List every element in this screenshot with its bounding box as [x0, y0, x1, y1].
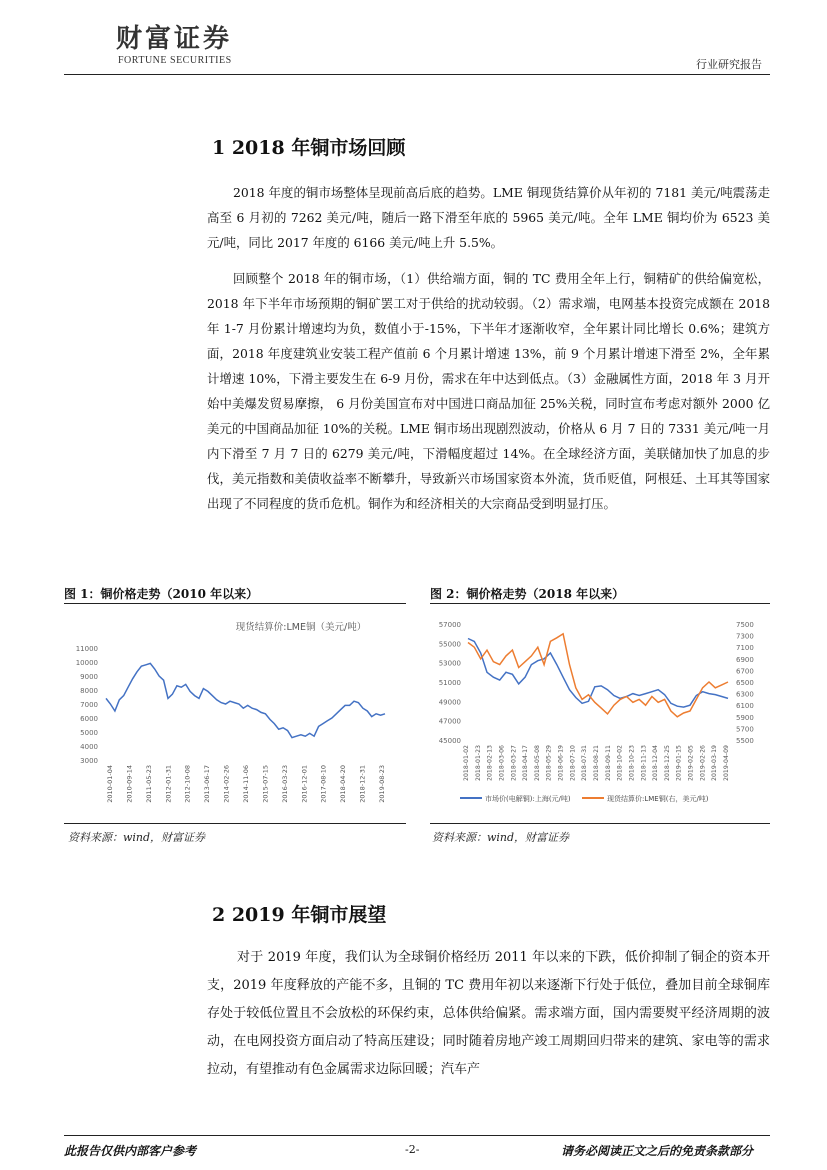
- figure-1-source: 资料来源：wind，财富证券: [68, 831, 206, 844]
- page-number: -2-: [405, 1143, 420, 1156]
- footer-divider: [64, 1135, 770, 1136]
- chart-2-x-tick: 2018-10-23: [628, 745, 636, 781]
- chart-2-x-tick: 2018-01-23: [474, 745, 482, 781]
- chart-2-series-lme: [468, 634, 728, 717]
- chart-2-y-tick-left: 45000: [438, 737, 461, 745]
- footer-disclaimer-right: 请务必阅读正文之后的免责条款部分: [561, 1144, 754, 1158]
- chart-1-x-tick: 2017-08-10: [319, 765, 328, 803]
- chart-1-y-tick: 7000: [80, 701, 98, 709]
- chart-1-y-tick: 3000: [80, 757, 98, 765]
- section-1-paragraph-1: 2018 年度的铜市场整体呈现前高后底的趋势。LME 铜现货结算价从年初的 7181 美元/吨震荡走高至 6 月初的 7262 美元/吨，随后一路下滑至年底的 5965 美元/吨。全年 LME 铜均价为 6523 美元/吨，同比 2017 年度的 6166 美元/吨上升 5.5%。: [207, 185, 770, 250]
- chart-2-y-tick-left: 47000: [438, 717, 461, 726]
- chart-2-y-tick-right: 5900: [736, 713, 754, 722]
- chart-2-y-tick-right: 7300: [736, 632, 754, 641]
- chart-1-y-tick: 6000: [80, 715, 98, 723]
- figure-1-title: 图 1：铜价格走势（2010 年以来）: [64, 587, 259, 601]
- chart-2-x-tick: 2018-07-10: [569, 745, 577, 781]
- figure-1-top-rule: [64, 603, 406, 604]
- chart-2-y-tick-right: 6100: [736, 702, 754, 711]
- section-2-title: 2 2019 年铜市展望: [212, 904, 387, 926]
- chart-2-series-shanghai: [468, 639, 728, 708]
- brand-logo-english: FORTUNE SECURITIES: [118, 55, 232, 66]
- chart-1-x-tick: 2014-02-26: [222, 765, 231, 803]
- chart-2-x-tick: 2018-10-02: [616, 745, 624, 781]
- chart-2-y-tick-right: 5700: [736, 725, 754, 734]
- chart-2-x-tick: 2018-01-02: [463, 745, 470, 781]
- chart-2-y-tick-left: 49000: [438, 698, 461, 707]
- chart-2-y-tick-left: 51000: [438, 679, 461, 687]
- chart-2-x-tick: 2019-02-05: [687, 745, 695, 781]
- figure-2-bottom-rule: [430, 823, 770, 824]
- chart-2-x-tick: 2018-03-06: [498, 745, 506, 781]
- chart-2-y-tick-left: 55000: [438, 640, 461, 649]
- chart-1-x-tick: 2016-03-23: [280, 765, 289, 803]
- chart-1-x-tick: 2011-05-23: [144, 765, 153, 803]
- header-divider: [64, 74, 770, 75]
- chart-1-y-tick: 5000: [80, 729, 98, 737]
- chart-1-x-tick: 2012-10-08: [183, 765, 192, 803]
- figure-2-title: 图 2：铜价格走势（2018 年以来）: [430, 587, 625, 601]
- chart-2-x-tick: 2018-09-11: [604, 745, 612, 781]
- chart-1-y-tick: 8000: [80, 687, 98, 695]
- chart-2-x-tick: 2018-08-21: [593, 745, 600, 781]
- chart-2-x-tick: 2018-05-08: [533, 745, 541, 781]
- chart-2-x-tick: 2019-02-26: [699, 745, 707, 781]
- chart-2-x-tick: 2019-01-15: [675, 745, 683, 781]
- chart-2-legend-label-shanghai: 市场价(电解铜):上海(元/吨): [485, 795, 571, 803]
- chart-2-y-tick-right: 6500: [736, 679, 754, 687]
- chart-2-x-tick: 2018-04-17: [522, 745, 530, 781]
- chart-2-x-tick: 2019-03-19: [711, 745, 719, 781]
- chart-2-x-tick: 2018-11-13: [640, 745, 648, 781]
- chart-1-y-tick: 11000: [75, 645, 98, 653]
- section-1-title: 1 2018 年铜市场回顾: [212, 137, 406, 159]
- chart-1-y-tick: 10000: [75, 659, 98, 667]
- chart-2-y-tick-right: 5500: [736, 737, 754, 745]
- chart-1-x-tick: 2012-01-31: [164, 765, 173, 803]
- chart-2-x-tick: 2018-12-04: [652, 745, 660, 781]
- chart-1-x-tick: 2018-04-20: [339, 765, 348, 803]
- chart-1-x-tick: 2018-12-31: [358, 765, 367, 803]
- figure-2-chart: [430, 610, 770, 822]
- chart-2-y-tick-right: 7500: [736, 621, 754, 629]
- figure-1-bottom-rule: [64, 823, 406, 824]
- figure-2-top-rule: [430, 603, 770, 604]
- chart-2-y-tick-right: 6900: [736, 655, 754, 664]
- chart-1-y-tick: 9000: [80, 673, 98, 681]
- chart-1-x-tick: 2010-01-04: [106, 765, 114, 803]
- chart-1-series-lme-copper: [106, 663, 385, 737]
- chart-1-x-tick: 2016-12-01: [300, 765, 309, 803]
- chart-1-title: 现货结算价:LME铜（美元/吨）: [235, 622, 367, 633]
- chart-2-x-tick: 2018-07-31: [581, 745, 589, 781]
- brand-logo-text: 财富证券: [116, 24, 233, 54]
- chart-2-y-tick-right: 6700: [736, 667, 754, 676]
- chart-2-legend-label-lme: 现货结算价:LME铜(右，美元/吨): [607, 795, 709, 803]
- section-1-paragraph-2: 回顾整个 2018 年的铜市场，（1）供给端方面，铜的 TC 费用全年上行，铜精矿的供给偏宽松，2018 年下半年市场预期的铜矿罢工对于供给的扰动较弱。（2）需求端，电网基本投资完成额在 2018 年 1-7 月份累计增速均为负，数值小于-15%，下半年才逐渐收窄，全年累计同比增长 0.6%；建筑方面，2018 年度建筑业安装工程产值前 6 个月累计增速 13%，前 9 个月累计增速下滑至 2%，全年累计增速 10%，下滑主要发生在 6-9 月份，需求在年中达到低点。（3）金融属性方面，2018 年 3 月开始中美爆发贸易摩擦， 6 月份美国宣布对中国进口商品加征 25%关税，同时宣布考虑对额外 2000 亿美元的中国商品加征 10%的关税。LME 铜市场出现剧烈波动，价格从 6 月 7 日的 7331 美元/吨一月内下滑至 7 月 7 日的 6279 美元/吨，下滑幅度超过 14%。在全球经济方面，美联储加快了加息的步伐，美元指数和美债收益率不断攀升，导致新兴市场国家资本外流，货币贬值，阿根廷、土耳其等国家出现了不同程度的货币危机。铜作为和经济相关的大宗商品受到明显打压。: [207, 271, 770, 511]
- chart-2-y-tick-left: 57000: [438, 621, 461, 629]
- chart-2-x-tick: 2018-03-27: [510, 745, 518, 781]
- chart-1-x-tick: 2019-08-23: [378, 765, 386, 803]
- figure-1-chart: [64, 610, 406, 822]
- chart-1-x-tick: 2015-07-15: [261, 765, 270, 803]
- chart-1-x-tick: 2014-11-06: [242, 765, 250, 803]
- chart-2-x-tick: 2018-12-25: [663, 745, 671, 781]
- document-type: 行业研究报告: [696, 58, 762, 71]
- chart-1-x-tick: 2013-06-17: [203, 765, 212, 803]
- chart-1-x-tick: 2010-09-14: [125, 765, 134, 803]
- chart-2-y-tick-right: 6300: [736, 690, 754, 699]
- chart-1-y-tick: 4000: [80, 743, 98, 751]
- chart-2-x-tick: 2019-04-09: [723, 745, 730, 781]
- chart-2-y-tick-left: 53000: [438, 659, 461, 668]
- section-2-paragraph-1: 对于 2019 年度，我们认为全球铜价格经历 2011 年以来的下跌，低价抑制了铜企的资本开支，2019 年度释放的产能不多，且铜的 TC 费用年初以来逐渐下行处于低位，叠加目前全球铜库存处于较低位置且不会放松的环保约束，总体供给偏紧。需求端方面，国内需要熨平经济周期的波动，在电网投资方面启动了特高压建设；同时随着房地产竣工周期回归带来的建筑、家电等的需求拉动，有望推动有色金属需求边际回暖；汽车产: [207, 950, 770, 1077]
- figure-2-source: 资料来源：wind，财富证券: [432, 831, 570, 844]
- chart-2-x-tick: 2018-06-19: [557, 745, 565, 781]
- chart-2-y-tick-right: 7100: [736, 644, 754, 653]
- chart-2-x-tick: 2018-05-29: [545, 745, 553, 781]
- footer-disclaimer-left: 此报告仅供内部客户参考: [64, 1144, 197, 1158]
- chart-2-x-tick: 2018-02-13: [486, 745, 494, 781]
